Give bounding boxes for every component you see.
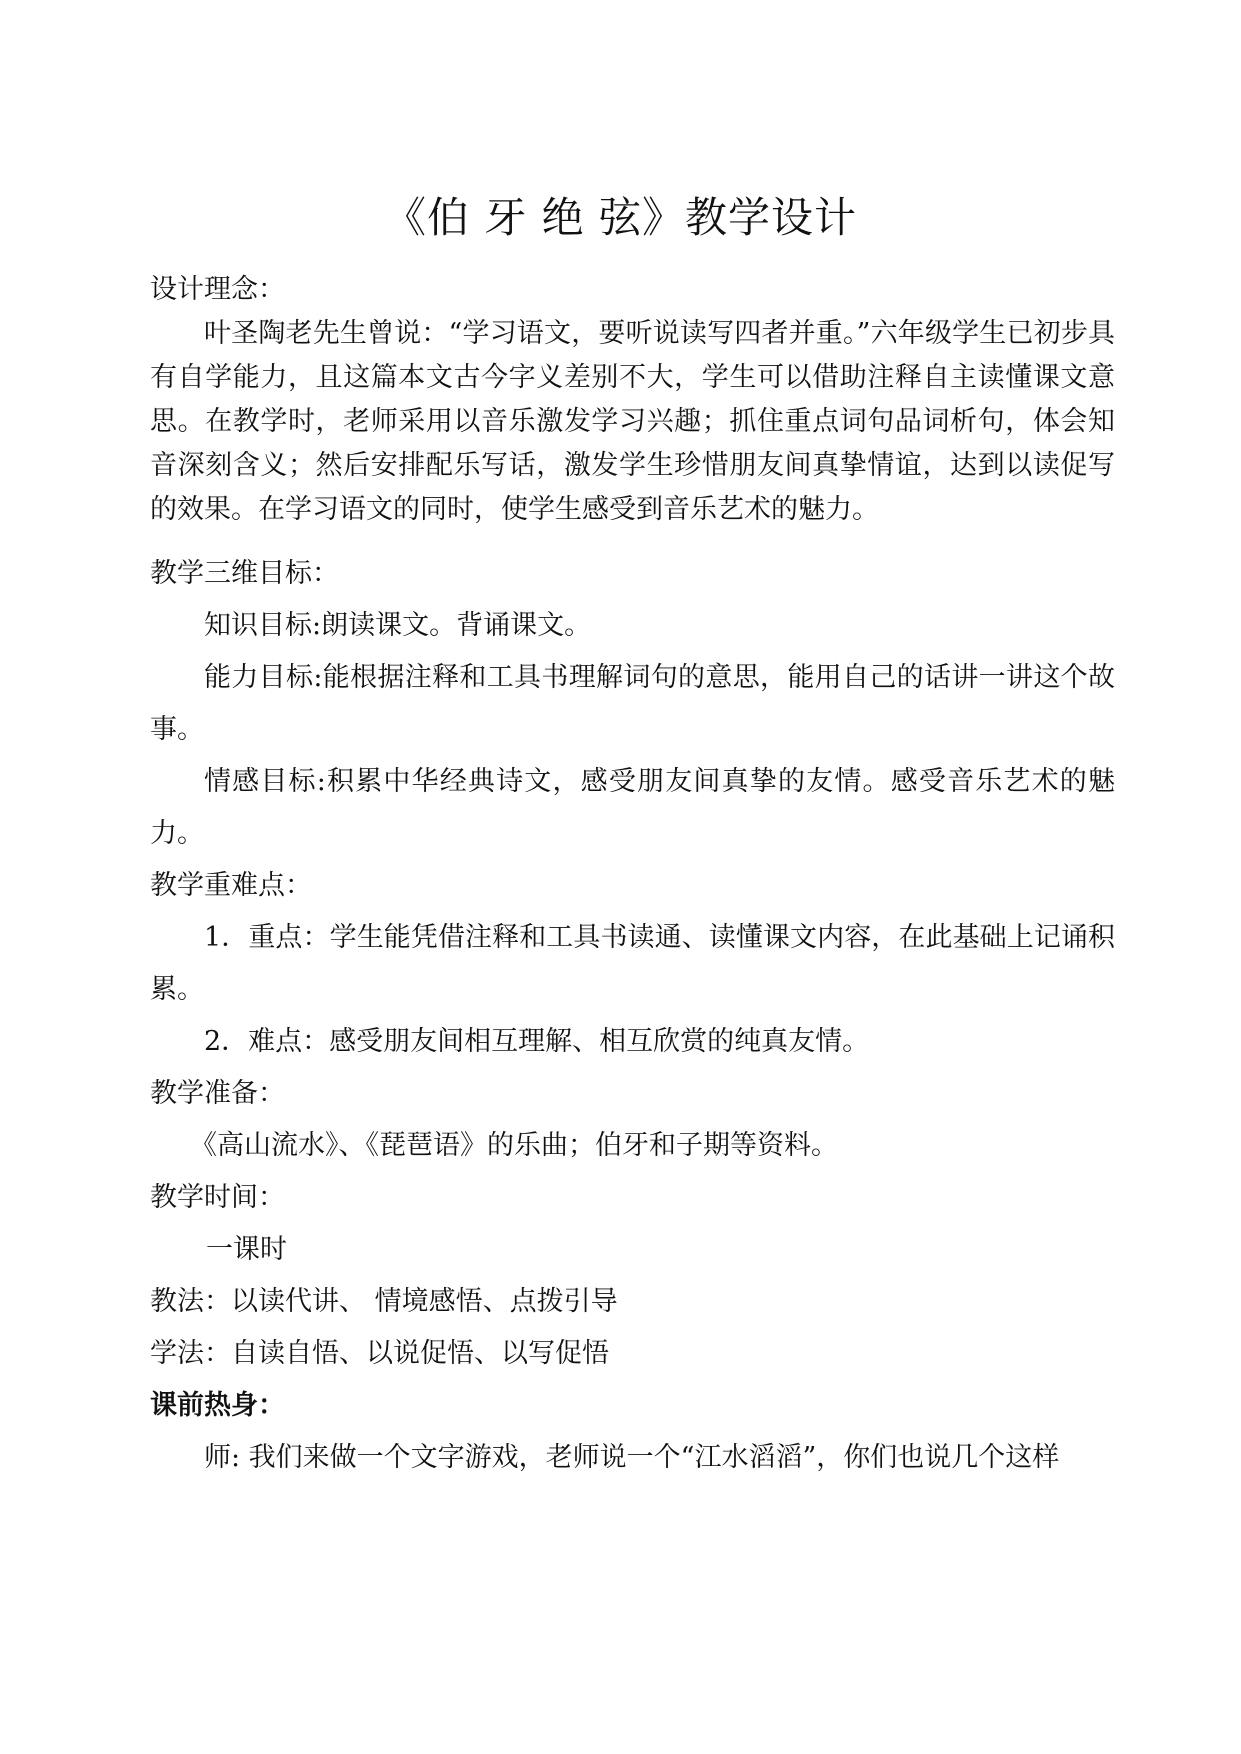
preparation-body: 《高山流水》、《琵琶语》的乐曲；伯牙和子期等资料。	[190, 1130, 838, 1161]
goals-heading: 教学三维目标：	[150, 558, 339, 589]
time-heading: 教学时间：	[150, 1182, 285, 1213]
emotion-goal: 情感目标:积累中华经典诗文，感受朋友间真挚的友情。感受音乐艺术的魅力。	[150, 766, 1115, 849]
document-title: 《伯 牙 绝 弦》教学设计	[383, 193, 858, 242]
key-point-1: 1．重点：学生能凭借注释和工具书读通、读懂课文内容，在此基础上记诵积累。	[150, 922, 1115, 1005]
goals-section	[150, 548, 1115, 1484]
design-concept-heading: 设计理念：	[150, 274, 285, 305]
ability-goal: 能力目标:能根据注释和工具书理解词句的意思，能用自己的话讲一讲这个故事。	[150, 662, 1115, 745]
key-point-2: 2．难点：感受朋友间相互理解、相互欣赏的纯真友情。	[204, 1026, 870, 1057]
design-concept-paragraph: 叶圣陶老先生曾说：“学习语文，要听说读写四者并重。”六年级学生已初步具有自学能力，且这篇本文古今字义差别不大，学生可以借助注释自主读懂课文意思。在教学时，老师采用以音乐激发学习兴趣；抓住重点词句品词析句，体会知音深刻含义；然后安排配乐写话，激发学生珍惜朋友间真挚情谊，达到以读促写的效果。在学习语文的同时，使学生感受到音乐艺术的魅力。	[150, 318, 1115, 525]
teaching-method: 教法：以读代讲、 情境感悟、点拨引导	[150, 1286, 618, 1317]
learning-method: 学法：自读自悟、以说促悟、以写促悟	[150, 1338, 609, 1369]
time-body: 一课时	[206, 1234, 287, 1265]
key-points-heading: 教学重难点：	[150, 870, 312, 901]
warmup-body: 师: 我们来做一个文字游戏，老师说一个“江水滔滔”，你们也说几个这样	[204, 1442, 1060, 1473]
design-concept-section	[150, 268, 1115, 532]
warmup-heading: 课前热身：	[150, 1390, 285, 1421]
preparation-heading: 教学准备：	[150, 1078, 285, 1109]
knowledge-goal: 知识目标:朗读课文。背诵课文。	[204, 610, 592, 641]
